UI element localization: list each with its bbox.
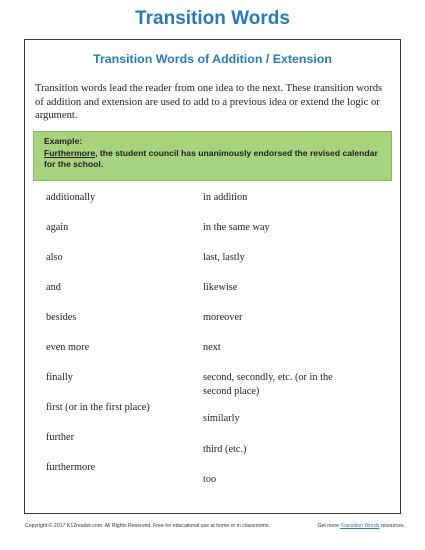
- footer-more: [317, 523, 405, 529]
- word-right-10: too: [203, 474, 217, 485]
- word-right-7: second, secondly, etc. (or in the second place): [203, 372, 333, 397]
- intro-paragraph: Transition words lead the reader from one idea to the next. These transition words of addition and extension are used to add to a previous idea or extend the logic or argument.: [35, 83, 383, 122]
- word-left-3: also: [46, 252, 63, 263]
- word-left-9: further: [46, 432, 75, 443]
- word-left-2: again: [46, 222, 69, 233]
- footer-copyright: Copyright © 2017 K12reader.com. All Rights Reserved. Free for educational use at home or in classrooms.: [25, 523, 270, 529]
- footer-more-suffix: resources.: [379, 523, 405, 529]
- footer-more-link[interactable]: Transition Words: [340, 523, 380, 529]
- example-label: Example:: [44, 136, 83, 146]
- word-right-2: in the same way: [203, 222, 270, 233]
- page-title: Transition Words: [135, 8, 290, 29]
- footer: [25, 523, 405, 529]
- example-keyword: Furthermore: [44, 147, 96, 158]
- footer-more-prefix: Get more: [317, 523, 341, 529]
- word-left-8: first (or in the first place): [46, 402, 150, 413]
- worksheet-subtitle: Transition Words of Addition / Extension: [93, 52, 332, 66]
- word-right-5: moreover: [203, 312, 243, 323]
- word-right-6: next: [203, 342, 221, 353]
- word-left-10: furthermore: [46, 462, 96, 473]
- word-right-1: in addition: [203, 192, 248, 203]
- word-left-6: even more: [46, 342, 90, 353]
- example-sentence: [44, 148, 381, 171]
- word-right-9: third (etc.): [203, 444, 247, 455]
- word-right-4: likewise: [203, 282, 238, 293]
- example-rest: , the student council has unanimously endorsed the revised calendar for the school.: [44, 147, 378, 170]
- word-left-7: finally: [46, 372, 73, 383]
- example-box: [33, 131, 392, 181]
- word-left-5: besides: [46, 312, 77, 323]
- word-left-4: and: [46, 282, 61, 293]
- word-right-8: similarly: [203, 413, 240, 424]
- word-left-1: additionally: [46, 192, 96, 203]
- word-right-3: last, lastly: [203, 252, 245, 263]
